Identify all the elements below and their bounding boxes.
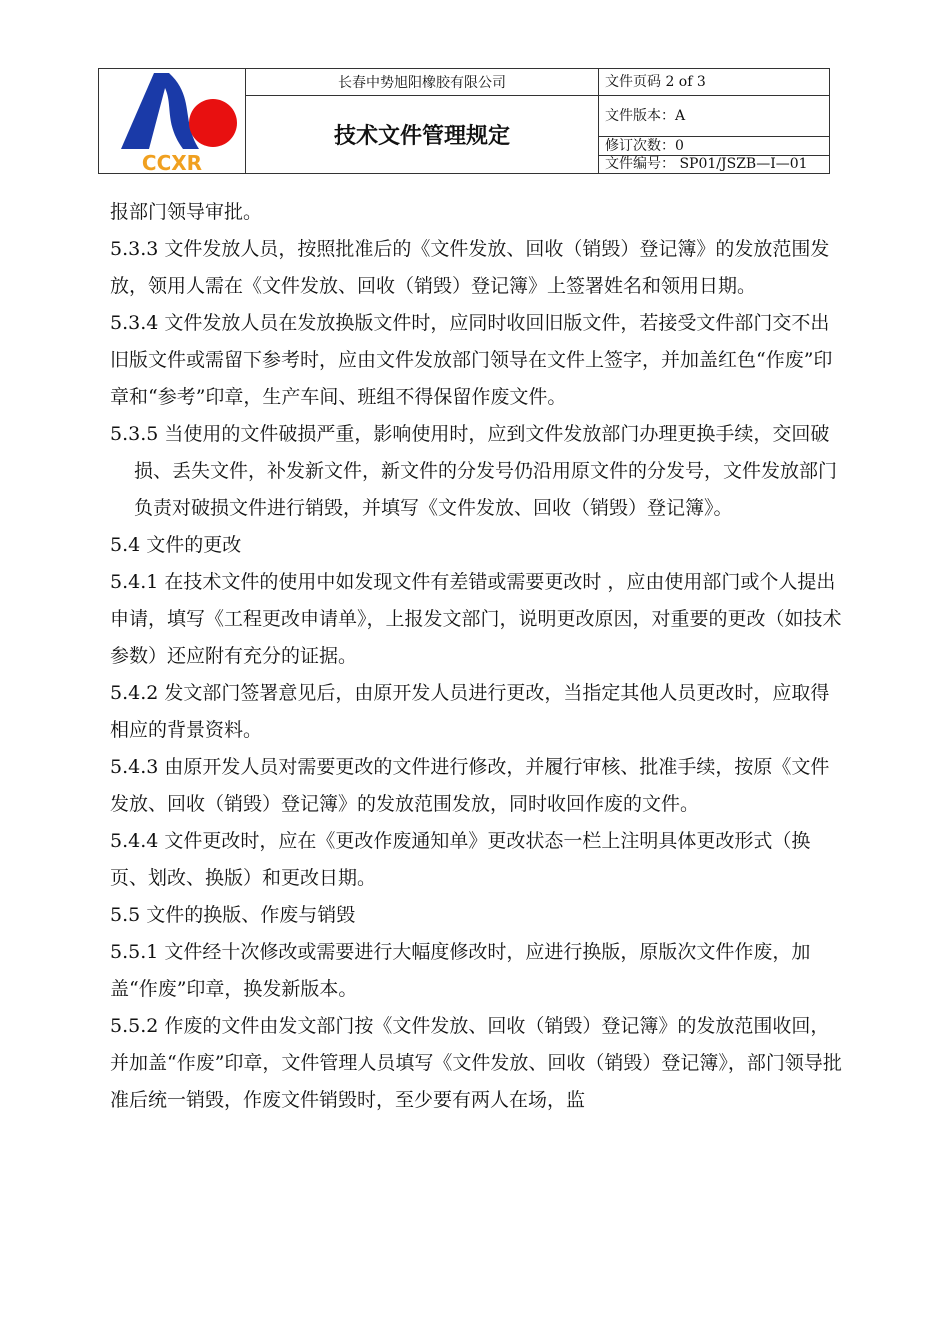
paragraph: 5.4.1 在技术文件的使用中如发现文件有差错或需要更改时 ，应由使用部门或个人提出申请，填写《工程更改申请单》，上报发文部门，说明更改原因，对重要的更改（如技术参数）还应附有充分的证据。 — [110, 571, 842, 667]
doc-number: 文件编号： SP01/JSZB—I—01 — [599, 156, 830, 174]
section-heading: 5.5 文件的换版、作废与销毁 — [110, 904, 356, 926]
paragraph: 5.4.4 文件更改时，应在《更改作废通知单》更改状态一栏上注明具体更改形式（换页、划改、换版）和更改日期。 — [110, 830, 811, 889]
document-title: 技术文件管理规定 — [246, 96, 599, 174]
paragraph: 5.3.4 文件发放人员在发放换版文件时，应同时收回旧版文件，若接受文件部门交不出旧版文件或需留下参考时，应由文件发放部门领导在文件上签字，并加盖红色“作废”印章和“参考”印章，生产车间、班组不得保留作废文件。 — [110, 312, 833, 408]
logo-cell — [99, 69, 246, 174]
paragraph: 报部门领导审批。 — [110, 201, 263, 223]
paragraph: 5.3.3 文件发放人员，按照批准后的《文件发放、回收（销毁）登记簿》的发放范围发放，领用人需在《文件发放、回收（销毁）登记簿》上签署姓名和领用日期。 — [110, 238, 830, 297]
page-info: 文件页码 2 of 3 — [599, 69, 830, 96]
version-info: 文件版本：A — [599, 96, 830, 137]
logo-text: CCXR — [141, 151, 203, 173]
company-logo — [99, 69, 245, 173]
company-name: 长春中势旭阳橡胶有限公司 — [246, 69, 599, 96]
document-header — [98, 68, 830, 174]
revision-info: 修订次数：0 — [599, 137, 830, 156]
document-body — [110, 194, 842, 1119]
paragraph: 5.5.2 作废的文件由发文部门按《文件发放、回收（销毁）登记簿》的发放范围收回，并加盖“作废”印章，文件管理人员填写《文件发放、回收（销毁）登记簿》，部门领导批准后统一销毁，作废文件销毁时，至少要有两人在场，监 — [110, 1015, 842, 1111]
paragraph: 5.3.5 当使用的文件破损严重，影响使用时，应到文件发放部门办理更换手续，交回破损、丢失文件，补发新文件，新文件的分发号仍沿用原文件的分发号，文件发放部门负责对破损文件进行销毁，并填写《文件发放、回收（销毁）登记簿》。 — [110, 423, 838, 519]
paragraph: 5.4.2 发文部门签署意见后，由原开发人员进行更改，当指定其他人员更改时，应取得相应的背景资料。 — [110, 682, 830, 741]
paragraph: 5.4.3 由原开发人员对需要更改的文件进行修改，并履行审核、批准手续，按原《文件发放、回收（销毁）登记簿》的发放范围发放，同时收回作废的文件。 — [110, 756, 830, 815]
section-heading: 5.4 文件的更改 — [110, 534, 242, 556]
paragraph: 5.5.1 文件经十次修改或需要进行大幅度修改时，应进行换版，原版次文件作废，加盖“作废”印章，换发新版本。 — [110, 941, 811, 1000]
